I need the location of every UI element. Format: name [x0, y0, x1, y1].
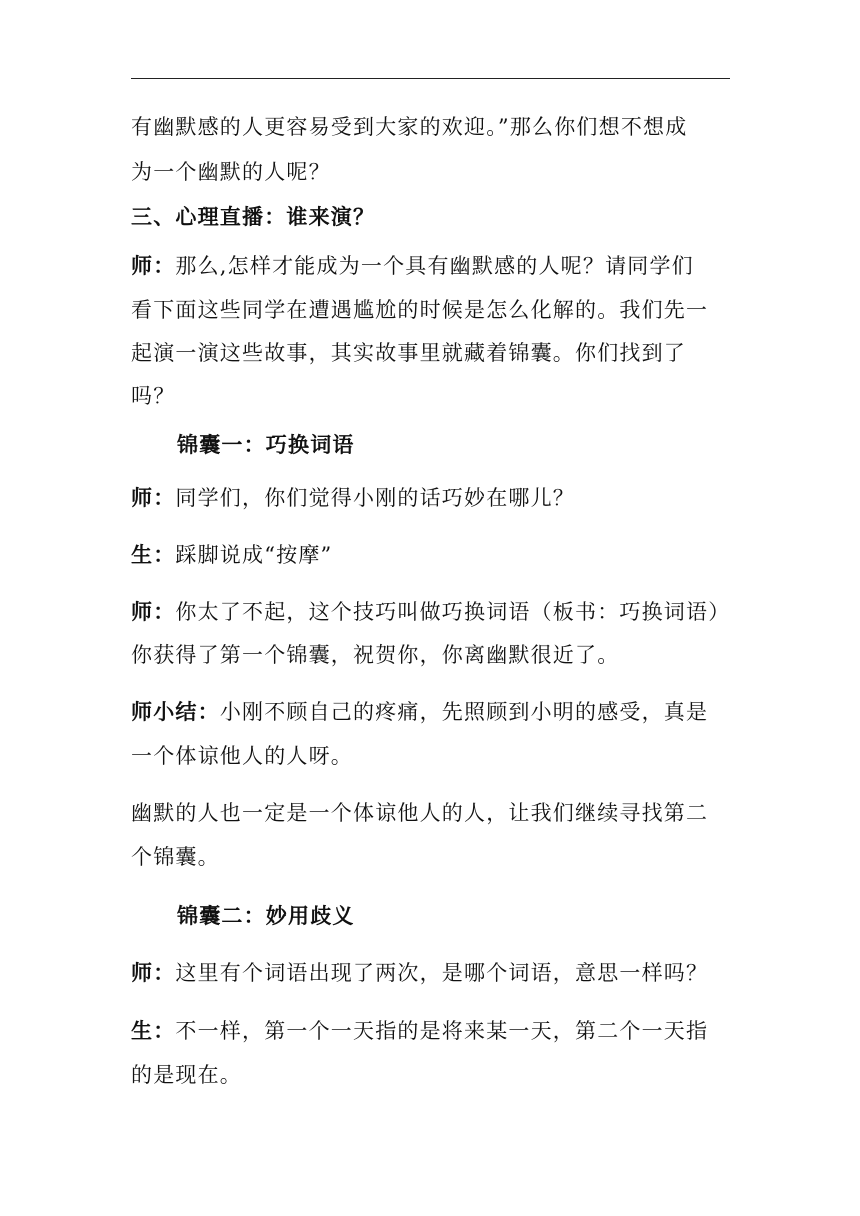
dialogue-line: [131, 246, 731, 286]
paragraph-line: 为一个幽默的人呢？: [131, 160, 331, 184]
speaker-label: 师小结：: [131, 699, 220, 724]
paragraph-line: 起演一演这些故事，其实故事里就藏着锦囊。你们找到了: [131, 341, 686, 365]
dialogue-line: [131, 592, 731, 632]
dialogue-text: 这里有个词语出现了两次，是哪个词语，意思一样吗？: [175, 961, 709, 985]
dialogue-line: [131, 953, 731, 993]
header-rule: [131, 78, 730, 79]
dialogue-line: [131, 478, 731, 518]
dialogue-text: 小刚不顾自己的疼痛，先照顾到小明的感受，真是: [219, 700, 709, 724]
paragraph-line: 的是现在。: [131, 1063, 242, 1087]
dialogue-line: [131, 535, 731, 575]
dialogue-line: [131, 692, 731, 732]
section-heading: 三、心理直播：谁来演？: [131, 204, 376, 229]
speaker-label: 生：: [131, 542, 176, 567]
paragraph-line: 吗？: [131, 384, 176, 408]
speaker-label: 生：: [131, 1018, 176, 1043]
dialogue-text: 同学们，你们觉得小刚的话巧妙在哪儿？: [175, 486, 576, 510]
dialogue-line: [131, 1011, 731, 1051]
speaker-label: 师：: [131, 960, 176, 985]
paragraph-line: 一个体谅他人的人呀。: [131, 744, 353, 768]
dialogue-text: 踩脚说成“按摩”: [175, 543, 333, 567]
paragraph-line: 你获得了第一个锦囊，祝贺你，你离幽默很近了。: [131, 643, 620, 667]
speaker-label: 师：: [131, 253, 176, 278]
paragraph-line: 看下面这些同学在遭遇尴尬的时候是怎么化解的。我们先一: [131, 298, 709, 322]
dialogue-text: 不一样，第一个一天指的是将来某一天，第二个一天指: [175, 1019, 709, 1043]
paragraph-line: 有幽默感的人更容易受到大家的欢迎。”那么你们想不想成: [131, 115, 688, 139]
tip-heading: 锦囊二：妙用歧义: [177, 903, 355, 928]
tip-heading: 锦囊一：巧换词语: [177, 432, 355, 457]
paragraph-line: 个锦囊。: [131, 845, 220, 869]
speaker-label: 师：: [131, 599, 176, 624]
dialogue-text: 那么,怎样才能成为一个具有幽默感的人呢？请同学们: [175, 254, 694, 278]
dialogue-text: 你太了不起，这个技巧叫做巧换词语（板书：巧换词语）: [175, 600, 731, 624]
paragraph-line: 幽默的人也一定是一个体谅他人的人，让我们继续寻找第二: [131, 801, 709, 825]
speaker-label: 师：: [131, 485, 176, 510]
